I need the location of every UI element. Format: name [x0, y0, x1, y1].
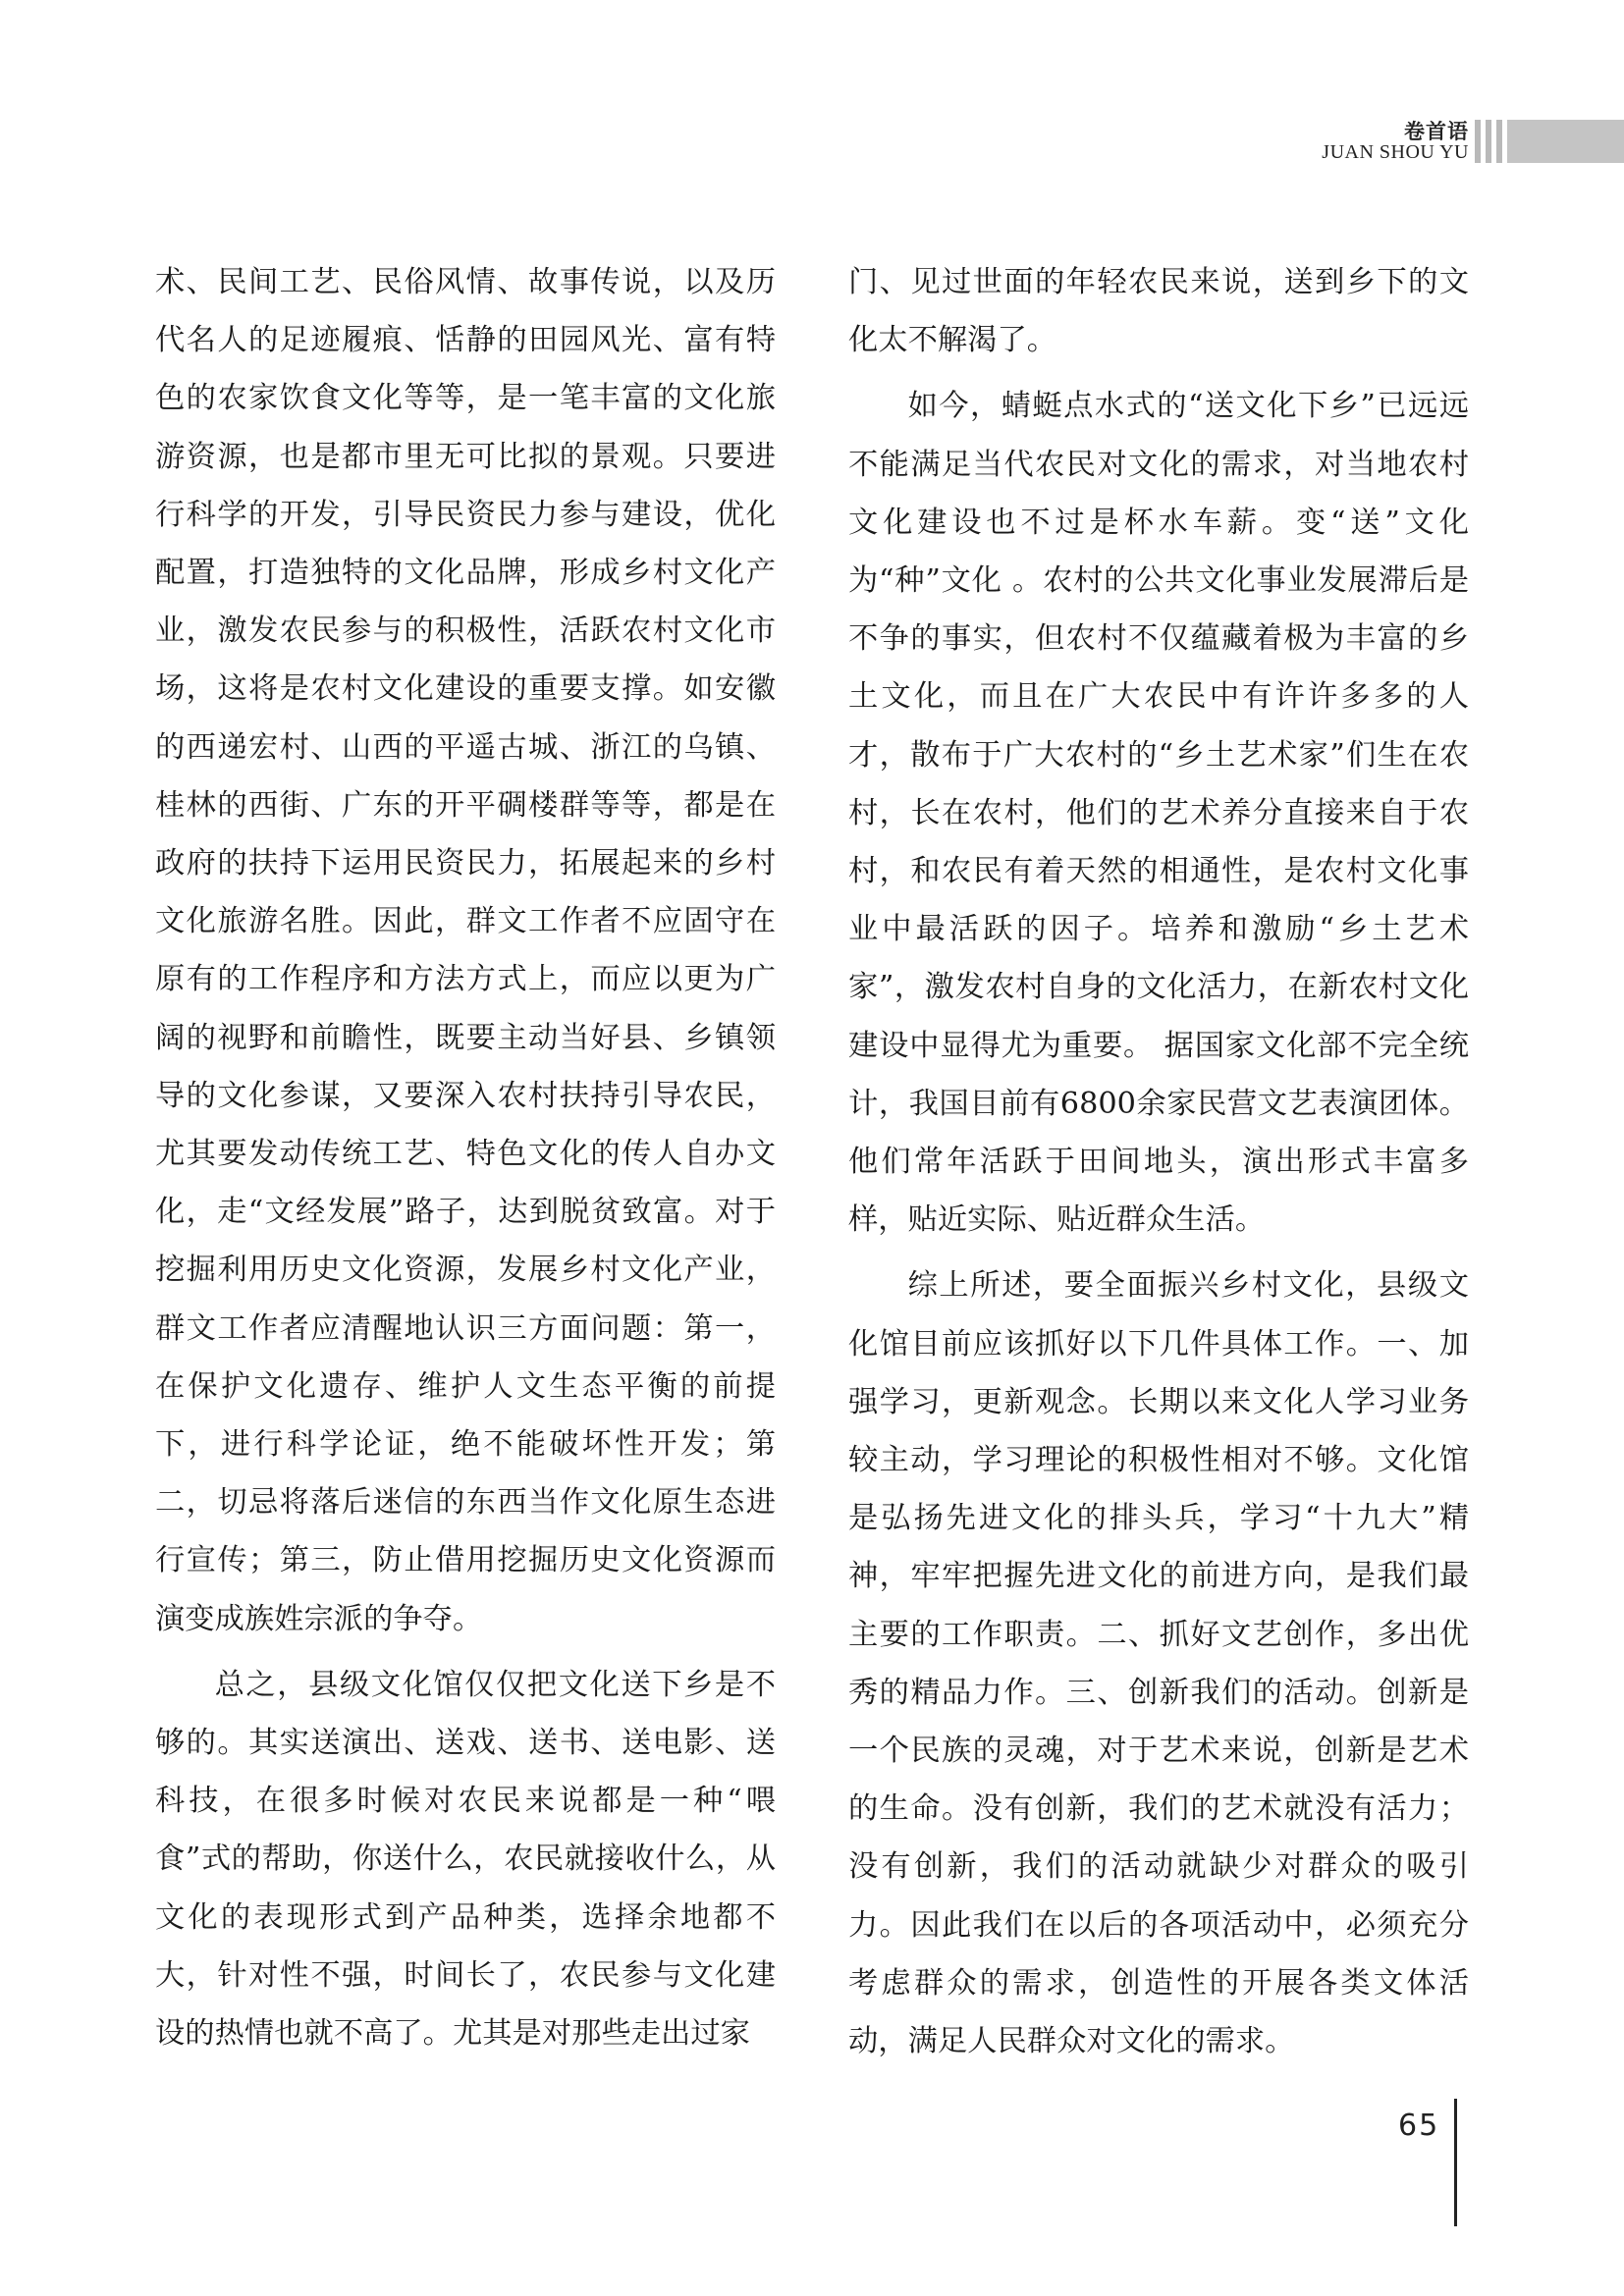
paragraph: 综上所述，要全面振兴乡村文化，县级文化馆目前应该抓好以下几件具体工作。一、加强学习，更新观念。长期以来文化人学习业务较主动，学习理论的积极性相对不够。文化馆是弘扬先进文化的排头兵，学习“十九大”精神，牢牢把握先进文化的前进方向，是我们最主要的工作职责。二、抓好文艺创作，多出优秀的精品力作。三、创新我们的活动。创新是一个民族的灵魂，对于艺术来说，创新是艺术的生命。没有创新，我们的艺术就没有活力；没有创新，我们的活动就缺少对群众的吸引力。因此我们在以后的各项活动中，必须充分考虑群众的需求，创造性的开展各类文体活动，满足人民群众对文化的需求。 [848, 1268, 1469, 2059]
decoration-bar [1475, 120, 1481, 163]
decoration-bar [1496, 120, 1502, 163]
section-title-cn: 卷首语 [1404, 119, 1469, 143]
section-title-en: JUAN SHOU YU [1322, 141, 1469, 163]
paragraph: 如今，蜻蜓点水式的“送文化下乡”已远远不能满足当代农民对文化的需求，对当地农村文化建设也不过是杯水车薪。变“送”文化为“种”文化 。农村的公共文化事业发展滞后是不争的事实，但农村不仅蕴藏着极为丰富的乡土文化，而且在广大农民中有许许多多的人才，散布于广大农村的“乡土艺术家”们生在农村，长在农村，他们的艺术养分直接来自于农村，和农民有着天然的相通性，是农村文化事业中最活跃的因子。培养和激励“乡土艺术家”，激发农村自身的文化活力，在新农村文化建设中显得尤为重要。 据国家文化部不完全统计，我国目前有6800余家民营文艺表演团体。他们常年活跃于田间地头，演出形式丰富多样，贴近实际、贴近群众生活。 [848, 389, 1469, 1238]
paragraph: 术、民间工艺、民俗风情、故事传说，以及历代名人的足迹履痕、恬静的田园风光、富有特色的农家饮食文化等等，是一笔丰富的文化旅游资源，也是都市里无可比拟的景观。只要进行科学的开发，引导民资民力参与建设，优化配置，打造独特的文化品牌，形成乡村文化产业，激发农民参与的积极性，活跃农村文化市场，这将是农村文化建设的重要支撑。如安徽的西递宏村、山西的平遥古城、浙江的乌镇、桂林的西街、广东的开平碉楼群等等，都是在政府的扶持下运用民资民力，拓展起来的乡村文化旅游名胜。因此，群文工作者不应固守在原有的工作程序和方法方式上，而应以更为广阔的视野和前瞻性，既要主动当好县、乡镇领导的文化参谋，又要深入农村扶持引导农民，尤其要发动传统工艺、特色文化的传人自办文化，走“文经发展”路子，达到脱贫致富。对于挖掘利用历史文化资源，发展乡村文化产业，群文工作者应清醒地认识三方面问题：第一，在保护文化遗存、维护人文生态平衡的前提下，进行科学论证，绝不能破坏性开发；第二，切忌将落后迷信的东西当作文化原生态进行宣传；第三，防止借用挖掘历史文化资源而演变成族姓宗派的争夺。 [155, 265, 776, 1636]
decoration-bar [1486, 120, 1491, 163]
section-header [1113, 116, 1624, 175]
right-column [848, 253, 1469, 2070]
header-decoration-bars [1475, 120, 1624, 163]
left-column [155, 253, 776, 2062]
decoration-block [1507, 120, 1624, 163]
paragraph: 门、见过世面的年轻农民来说，送到乡下的文化太不解渴了。 [848, 265, 1469, 358]
page-number-rule [1454, 2099, 1457, 2226]
page-number: 65 [1398, 2109, 1440, 2143]
paragraph: 总之，县级文化馆仅仅把文化送下乡是不够的。其实送演出、送戏、送书、送电影、送科技，在很多时候对农民来说都是一种“喂食”式的帮助，你送什么，农民就接收什么，从文化的表现形式到产品种类，选择余地都不大，针对性不强，时间长了，农民参与文化建设的热情也就不高了。尤其是对那些走出过家 [155, 1667, 776, 2052]
